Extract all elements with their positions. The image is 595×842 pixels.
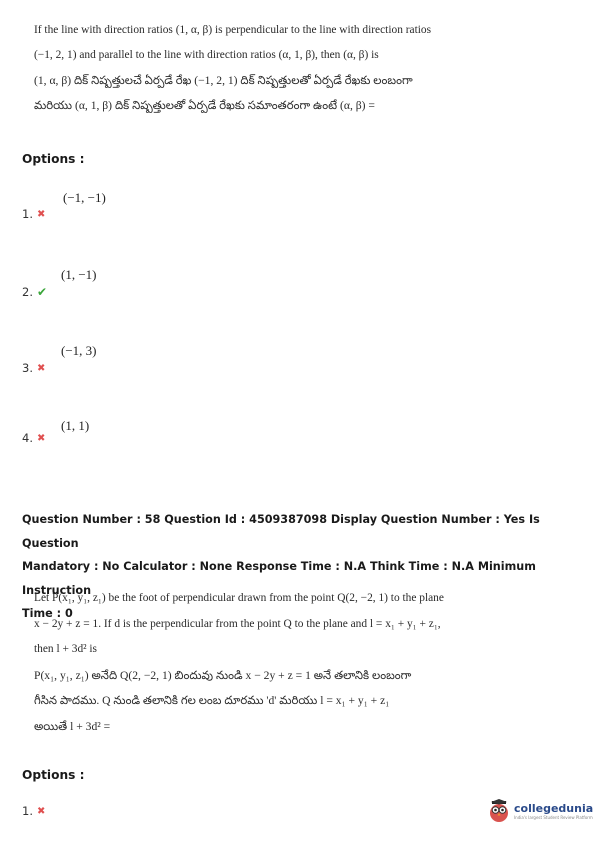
wrong-mark-icon: ✖ (36, 805, 46, 817)
option-number[interactable]: 4. ✖ (22, 431, 46, 445)
question-line: x − 2y + z = 1. If d is the perpendicular from the point Q to the plane and l = x₁ + y₁ + z₁, (34, 617, 441, 630)
question-line: P(x₁, y₁, z₁) అనేది Q(2, −2, 1) బిందువు నుండి x − 2y + z = 1 అనే తలానికి లంబంగా (34, 668, 412, 682)
question-line: మరియు (α, 1, β) దిక్ నిష్పత్తులతో ఏర్పడే రేఖకు సమాంతరంగా ఉంటే (α, β) = (34, 99, 375, 112)
question-line: (−1, 2, 1) and parallel to the line with direction ratios (α, 1, β), then (α, β) is (34, 49, 379, 61)
question-line: అయితే l + 3d² = (34, 719, 111, 733)
options-label: Options : (22, 152, 85, 166)
option-number[interactable]: 3. ✖ (22, 361, 46, 375)
option-value: (−1, −1) (63, 190, 106, 205)
option-value: (−1, 3) (61, 343, 97, 358)
logo-name: collegedunia (514, 801, 594, 815)
meta-line: Question Number : 58 Question Id : 4509387098 Display Question Number : Yes Is Question (22, 513, 540, 550)
question-line: If the line with direction ratios (1, α, β) is perpendicular to the line with direction ratios (34, 24, 432, 36)
wrong-mark-icon: ✖ (36, 362, 46, 374)
options-label: Options : (22, 768, 85, 782)
option-number[interactable]: 1. ✖ (22, 207, 46, 221)
check-mark-icon: ✔ (36, 285, 48, 299)
collegedunia-logo (488, 799, 593, 823)
question-line: Let P(x₁, y₁, z₁) be the foot of perpendicular drawn from the point Q(2, −2, 1) to the plane (34, 592, 444, 604)
wrong-mark-icon: ✖ (36, 208, 46, 220)
question-text (34, 586, 564, 739)
meta-line: Mandatory : No Calculator : None Response Time : N.A Think Time : N.A Minimum Instruction (22, 560, 536, 597)
logo-tagline: India's largest Student Review Platform (514, 814, 593, 820)
option-number[interactable]: 2. ✔ (22, 285, 48, 299)
question-line: గీసిన పాదము. Q నుండి తలానికి గల లంబ దూరము 'd' మరియు l = x₁ + y₁ + z₁ (34, 694, 390, 707)
wrong-mark-icon: ✖ (36, 432, 46, 444)
question-text (34, 18, 564, 118)
question-line: (1, α, β) దిక్ నిష్పత్తులచే ఏర్పడే రేఖ (−1, 2, 1) దిక్ నిష్పత్తులతో ఏర్పడే రేఖకు లంబంగా (34, 74, 413, 87)
meta-line: Time : 0 (22, 607, 73, 620)
option-value: (1, 1) (61, 418, 90, 433)
option-number[interactable]: 1. ✖ (22, 804, 46, 818)
question-line: then l + 3d² is (34, 643, 97, 655)
owl-icon (488, 799, 510, 823)
option-value: (1, −1) (61, 267, 97, 282)
